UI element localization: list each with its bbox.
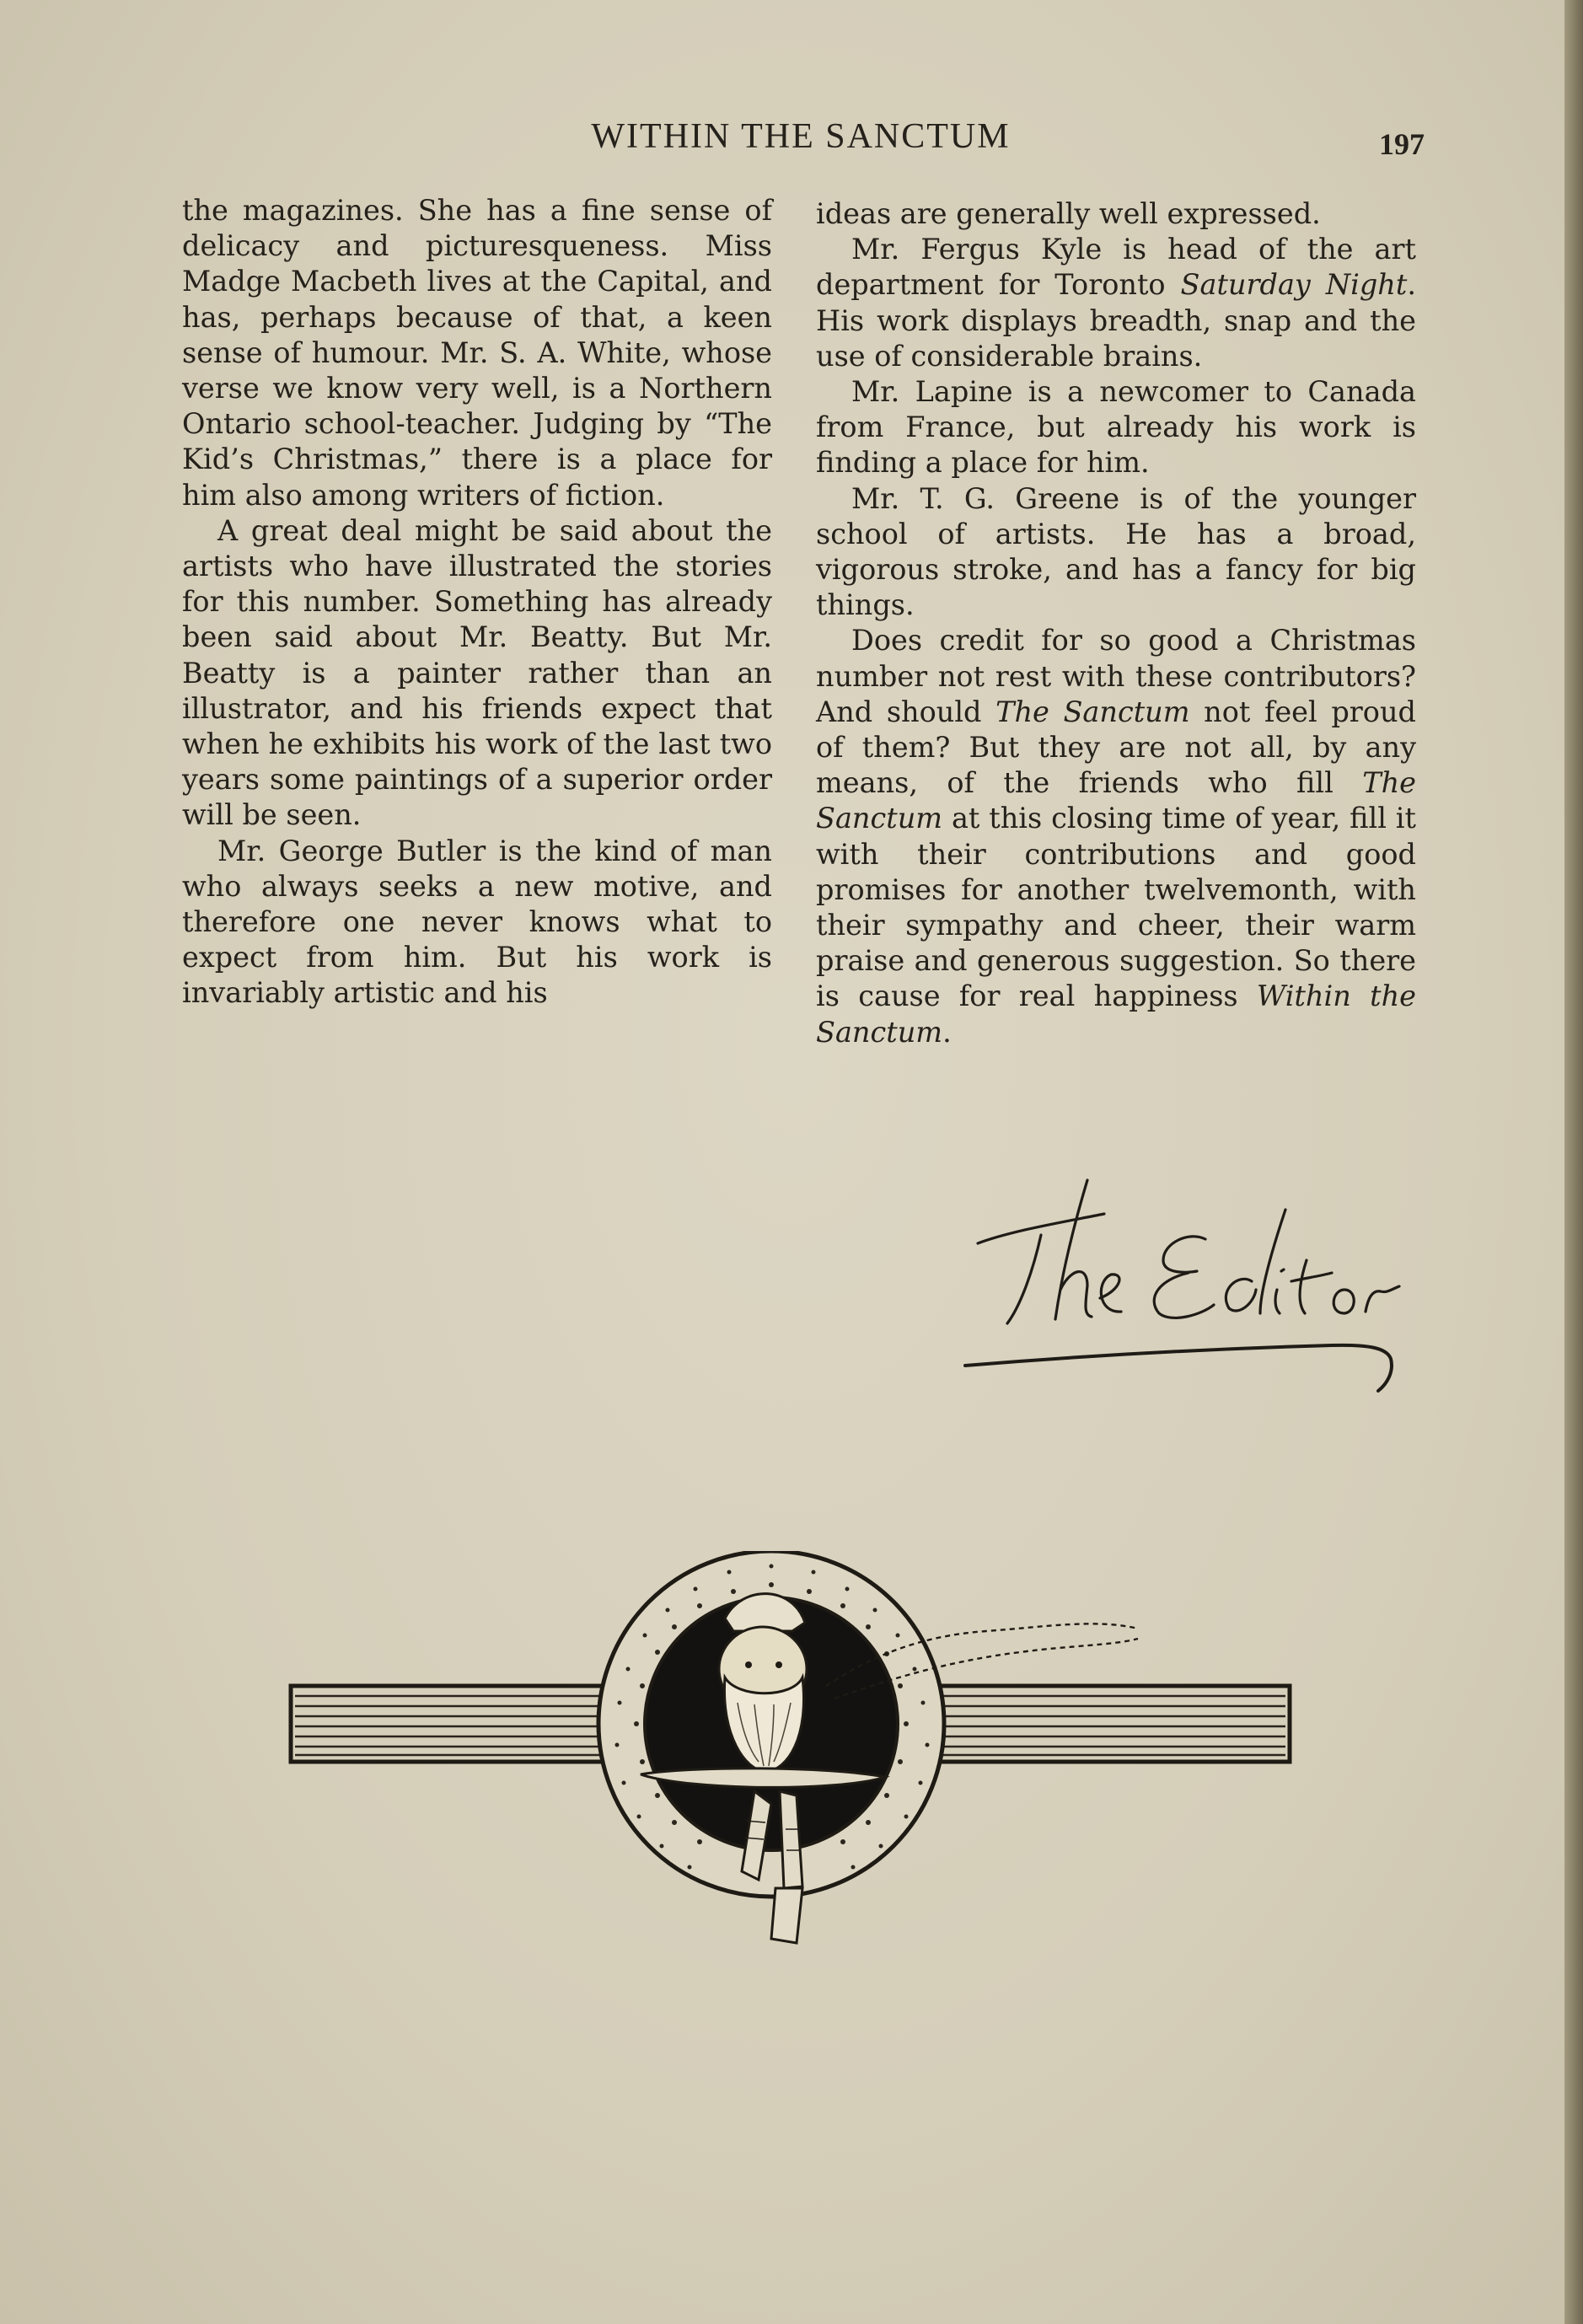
- paragraph: Mr. George Butler is the kind of man who always seeks a new motive, and therefore one never knows what to expect from him. But his work is invariably artistic and his: [182, 834, 772, 1010]
- running-title: WITHIN THE SANCTUM: [591, 117, 1011, 156]
- paragraph: Mr. Lapine is a newcomer to Canada from France, but already his work is finding a place for him.: [816, 375, 1416, 480]
- italic-title: The Sanctum: [816, 766, 1416, 835]
- italic-title: Saturday Night: [1180, 268, 1408, 302]
- paragraph: A great deal might be said about the artists who have illustrated the stories for this number. Something has already been said about Mr. Beatty. But Mr. Beatty is a painter rather than an illustrator, and his friends expect that when he exhibits his work of the last two years some paintings of a superior order will be seen.: [182, 513, 772, 832]
- italic-title: Within the Sanctum: [816, 980, 1416, 1049]
- text-run: .: [942, 1015, 952, 1049]
- text-run: . His work displays breadth, snap and the use of considerable brains.: [816, 268, 1416, 373]
- italic-title: The Sanctum: [995, 695, 1190, 728]
- text-run: Does credit for so good a Christmas number not rest with these contributors? And should: [816, 624, 1416, 728]
- text-run: not feel proud of them? But they are not all, by any means, of the friends who fill: [816, 695, 1416, 800]
- left-column: [182, 193, 772, 1012]
- paragraph: [816, 623, 1416, 1049]
- page-edge-shadow: [1564, 0, 1583, 2324]
- right-column: [816, 196, 1416, 1050]
- text-run: at this closing time of year, fill it with their contributions and good promises for another twelvemonth, with their sympathy and cheer, their warm praise and generous suggestion. So there is cause for real happiness: [816, 802, 1416, 1013]
- editor-signature: [961, 1163, 1408, 1416]
- text-run: Mr. Fergus Kyle is head of the art department for Toronto: [816, 233, 1416, 302]
- page-number: 197: [1379, 127, 1425, 161]
- paragraph: the magazines. She has a fine sense of delicacy and picturesqueness. Miss Madge Macbeth lives at the Capital, and has, perhaps because of that, a keen sense of humour. Mr. S. A. White, whose verse we know very well, is a Northern Ontario school-teacher. Judging by “The Kid’s Christmas,” there is a place for him also among writers of fiction.: [182, 194, 772, 512]
- paragraph: [816, 232, 1416, 374]
- paragraph: Mr. T. G. Greene is of the younger school of artists. He has a broad, vigorous stroke, and has a fancy for big things.: [816, 481, 1416, 622]
- santa-ring-vignette-icon: [287, 1551, 1298, 2023]
- paragraph: ideas are generally well expressed.: [816, 197, 1321, 230]
